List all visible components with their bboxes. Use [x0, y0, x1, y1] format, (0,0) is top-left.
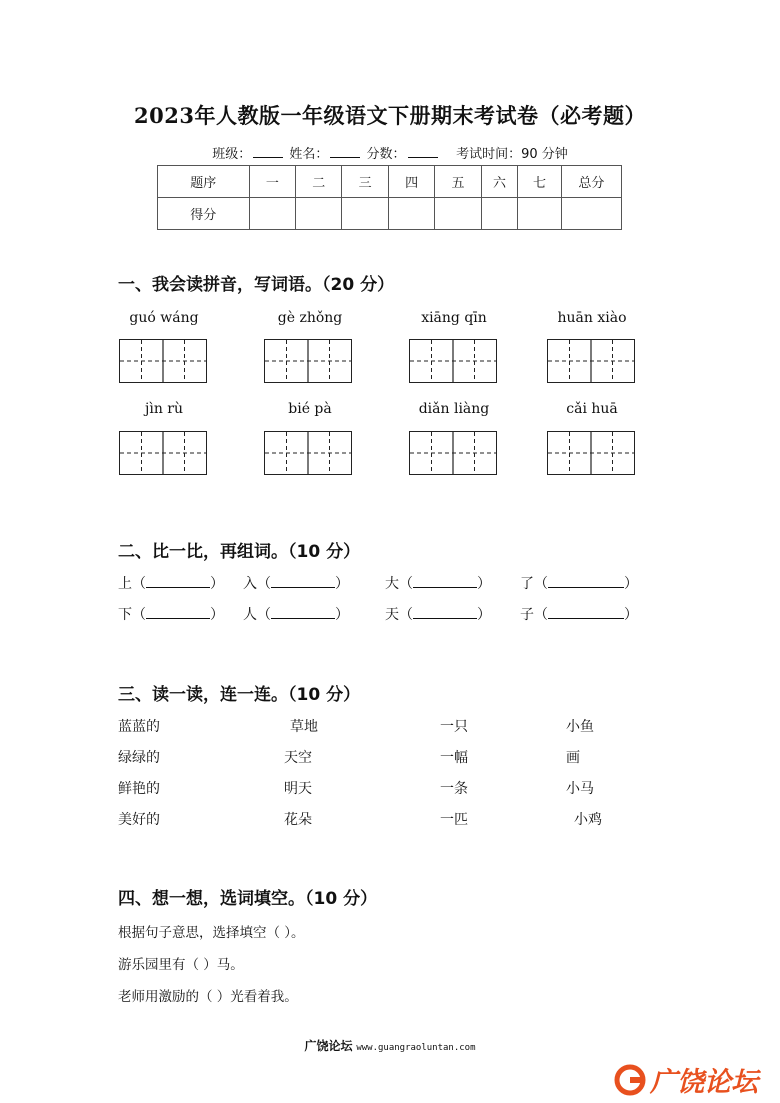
- pinyin-label: jìn rù: [145, 401, 183, 417]
- grid-guides: [548, 340, 634, 382]
- match-word[interactable]: 小鱼: [566, 719, 594, 735]
- score-table-header-row: [158, 166, 622, 198]
- score-header-cell: 七: [518, 166, 561, 198]
- compare-item: [118, 573, 224, 593]
- class-label: 班级：: [212, 147, 252, 162]
- paren-open: （: [399, 576, 413, 592]
- answer-blank[interactable]: [413, 575, 477, 588]
- compare-char: 子: [520, 607, 534, 623]
- match-word[interactable]: 花朵: [284, 812, 312, 828]
- score-header-cell: 五: [435, 166, 481, 198]
- score-header-cell: 总分: [561, 166, 621, 198]
- compare-item: [520, 604, 638, 624]
- paren-close: ）: [210, 607, 224, 623]
- score-label: 分数：: [366, 147, 406, 162]
- score-cell[interactable]: [481, 198, 518, 230]
- pinyin-label: xiāng qīn: [421, 310, 487, 326]
- pinyin-label: bié pà: [288, 401, 332, 417]
- score-table-row: [158, 198, 622, 230]
- section2-heading: 二、比一比，再组词。（10 分）: [118, 542, 361, 562]
- pinyin-label: gè zhǒng: [277, 310, 343, 326]
- name-blank[interactable]: [330, 147, 360, 158]
- grid-guides: [410, 340, 496, 382]
- compare-item: [385, 604, 491, 624]
- logo-text: 广饶论坛: [650, 1067, 758, 1098]
- paren-open: （: [534, 607, 548, 623]
- pinyin-label: guó wáng: [129, 310, 199, 326]
- score-cell[interactable]: [249, 198, 295, 230]
- match-word[interactable]: 天空: [284, 750, 312, 766]
- writing-grid[interactable]: [547, 339, 635, 383]
- answer-blank[interactable]: [271, 575, 335, 588]
- page-title: 2023年人教版一年级语文下册期末考试卷（必考题）: [134, 103, 646, 128]
- paren-open: （: [132, 607, 146, 623]
- site-logo-graphic: [612, 1062, 772, 1098]
- score-table: [157, 165, 622, 230]
- match-word[interactable]: 鲜艳的: [118, 781, 160, 797]
- match-word[interactable]: 小鸡: [574, 812, 602, 828]
- compare-item: [385, 573, 491, 593]
- answer-blank[interactable]: [271, 606, 335, 619]
- writing-grid[interactable]: [119, 431, 207, 475]
- writing-grid[interactable]: [264, 339, 352, 383]
- writing-grid[interactable]: [119, 339, 207, 383]
- paren-open: （: [257, 607, 271, 623]
- paren-close: ）: [624, 607, 638, 623]
- writing-grid[interactable]: [409, 431, 497, 475]
- answer-blank[interactable]: [146, 575, 210, 588]
- footer: [0, 1037, 780, 1054]
- match-word[interactable]: 画: [566, 750, 580, 766]
- section3-heading: 三、读一读，连一连。（10 分）: [118, 685, 361, 705]
- score-header-cell: 三: [342, 166, 388, 198]
- writing-grid[interactable]: [409, 339, 497, 383]
- grid-guides: [120, 340, 206, 382]
- compare-char: 上: [118, 576, 132, 592]
- footer-url[interactable]: www.guangraoluntan.com: [356, 1043, 476, 1053]
- match-word[interactable]: 草地: [290, 719, 318, 735]
- grid-guides: [265, 340, 351, 382]
- grid-guides: [410, 432, 496, 474]
- paren-open: （: [399, 607, 413, 623]
- match-word[interactable]: 一条: [440, 781, 468, 797]
- paren-open: （: [257, 576, 271, 592]
- name-label: 姓名：: [289, 147, 329, 162]
- answer-blank[interactable]: [548, 606, 624, 619]
- paren-open: （: [534, 576, 548, 592]
- fill-in-question[interactable]: 根据句子意思，选择填空（ ）。: [118, 925, 305, 941]
- score-header-cell: 一: [249, 166, 295, 198]
- answer-blank[interactable]: [146, 606, 210, 619]
- pinyin-label: cǎi huā: [566, 401, 618, 417]
- compare-item: [118, 604, 224, 624]
- paren-close: ）: [477, 607, 491, 623]
- compare-item: [243, 604, 349, 624]
- score-row-label: 得分: [158, 198, 250, 230]
- match-word[interactable]: 美好的: [118, 812, 160, 828]
- section4-heading: 四、想一想，选词填空。（10 分）: [118, 889, 378, 909]
- compare-item: [520, 573, 638, 593]
- match-word[interactable]: 一匹: [440, 812, 468, 828]
- paren-close: ）: [210, 576, 224, 592]
- score-header-cell: 六: [481, 166, 518, 198]
- writing-grid[interactable]: [264, 431, 352, 475]
- exam-info-line: [0, 143, 780, 162]
- paren-close: ）: [477, 576, 491, 592]
- answer-blank[interactable]: [413, 606, 477, 619]
- pinyin-label: huān xiào: [557, 310, 627, 326]
- score-header-cell: 四: [388, 166, 434, 198]
- score-blank[interactable]: [408, 147, 438, 158]
- paren-close: ）: [335, 576, 349, 592]
- footer-site-name: 广饶论坛: [304, 1039, 353, 1053]
- match-word[interactable]: 一只: [440, 719, 468, 735]
- match-word[interactable]: 一幅: [440, 750, 468, 766]
- paren-close: ）: [624, 576, 638, 592]
- score-cell[interactable]: [388, 198, 434, 230]
- grid-guides: [120, 432, 206, 474]
- match-word[interactable]: 小马: [566, 781, 594, 797]
- compare-char: 下: [118, 607, 132, 623]
- compare-char: 天: [385, 607, 399, 623]
- score-cell[interactable]: [342, 198, 388, 230]
- score-cell[interactable]: [561, 198, 621, 230]
- logo-bar-icon: [630, 1077, 642, 1083]
- score-cell[interactable]: [296, 198, 342, 230]
- grid-guides: [548, 432, 634, 474]
- match-word[interactable]: 绿绿的: [118, 750, 160, 766]
- score-header-cell: 二: [296, 166, 342, 198]
- compare-char: 入: [243, 576, 257, 592]
- compare-char: 了: [520, 576, 534, 592]
- fill-in-question[interactable]: 游乐园里有（ ）马。: [118, 957, 244, 973]
- grid-guides: [265, 432, 351, 474]
- class-blank[interactable]: [253, 147, 283, 158]
- compare-char: 大: [385, 576, 399, 592]
- pinyin-label: diǎn liàng: [418, 401, 490, 417]
- score-cell[interactable]: [435, 198, 481, 230]
- paren-open: （: [132, 576, 146, 592]
- exam-time: 考试时间：90 分钟: [456, 147, 568, 162]
- score-cell[interactable]: [518, 198, 561, 230]
- compare-char: 人: [243, 607, 257, 623]
- compare-item: [243, 573, 349, 593]
- writing-grid[interactable]: [547, 431, 635, 475]
- site-logo: [612, 1062, 772, 1102]
- paren-close: ）: [335, 607, 349, 623]
- match-word[interactable]: 明天: [284, 781, 312, 797]
- answer-blank[interactable]: [548, 575, 624, 588]
- fill-in-question[interactable]: 老师用激励的（ ）光看着我。: [118, 989, 298, 1005]
- match-word[interactable]: 蓝蓝的: [118, 719, 160, 735]
- section1-heading: 一、我会读拼音，写词语。（20 分）: [118, 275, 395, 295]
- score-header-cell: 题序: [158, 166, 250, 198]
